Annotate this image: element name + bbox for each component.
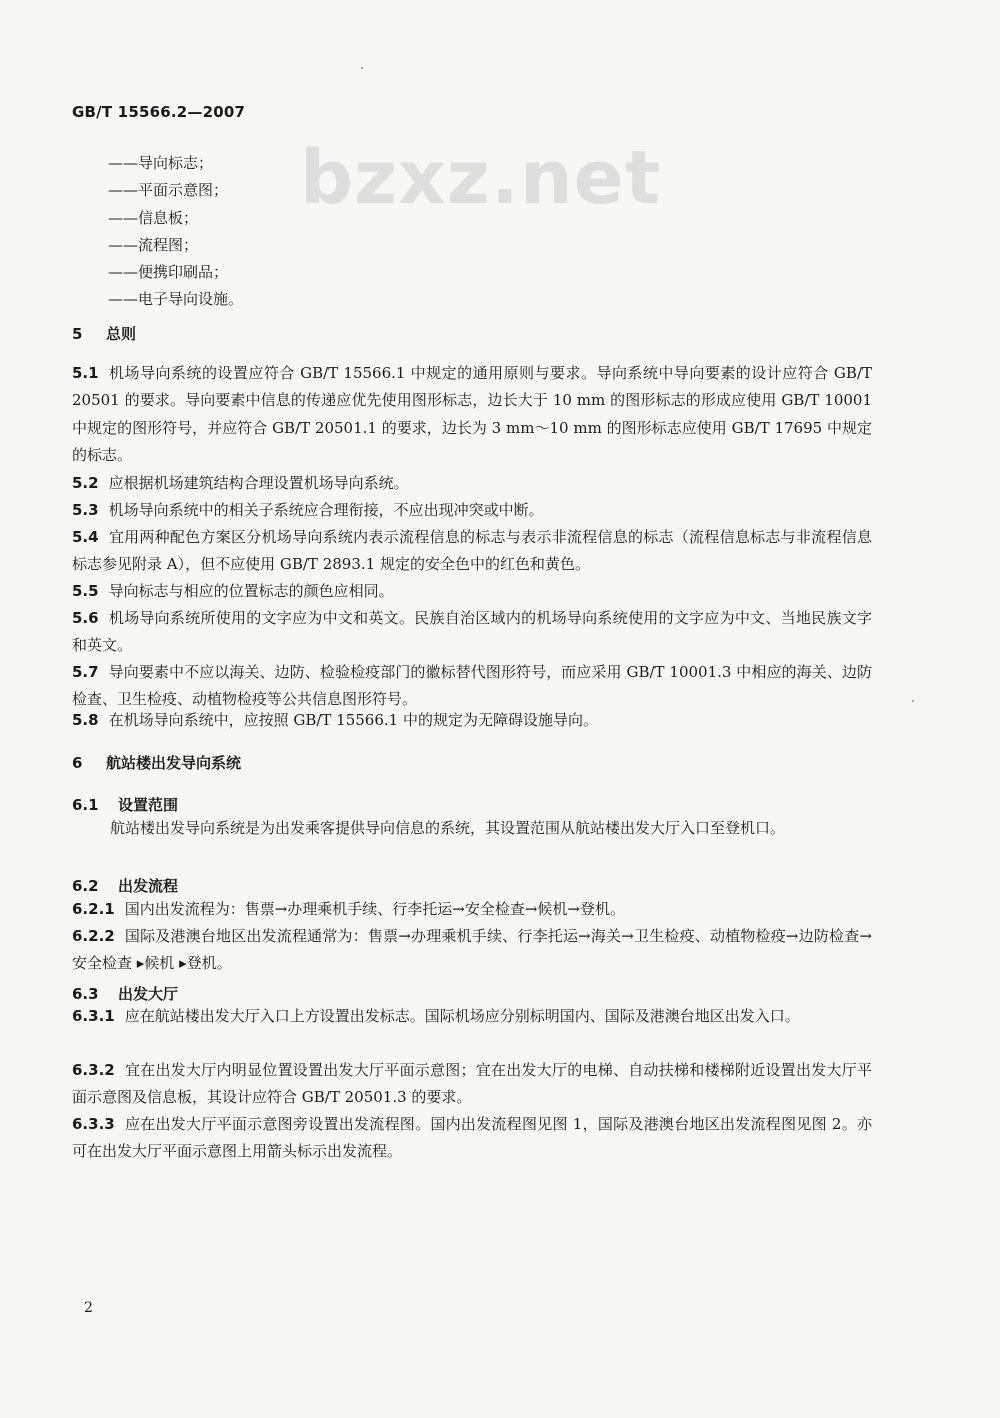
clause-number: 5.2: [72, 474, 99, 492]
scan-speck: [912, 700, 914, 702]
guidance-elements-list: [108, 150, 243, 314]
clause-text: 机场导向系统的设置应符合 GB/T 15566.1 中规定的通用原则与要求。导向系统中导向要素的设计应符合 GB/T 20501 的要求。导向要素中信息的传递应优先使用图形标志，边长大于 10 mm 的图形标志的形成应使用 GB/T 10001 中规定的图形符号，并应符合 GB/T 20501.1 的要求，边长为 3 mm～10 mm 的图形标志应使用 GB/T 17695 中规定的标志。: [72, 364, 872, 464]
clause-6-3-3: [72, 1111, 872, 1166]
section-5-heading: [72, 323, 136, 344]
list-item: ——导向标志；: [108, 154, 214, 172]
section-number: 5: [72, 325, 83, 343]
watermark: bzxz.net: [300, 135, 662, 221]
clause-number: 5.5: [72, 582, 99, 600]
clause-number: 5.8: [72, 711, 99, 729]
list-item: ——电子导向设施。: [108, 290, 244, 309]
clause-5-5: [72, 578, 872, 605]
scan-speck: [361, 67, 363, 69]
list-item: ——便携印刷品；: [108, 263, 229, 282]
clause-text: 应根据机场建筑结构合理设置机场导向系统。: [108, 474, 409, 492]
clause-6-2-2: [72, 923, 872, 978]
subsection-number: 6.3: [72, 985, 99, 1003]
clause-text: 机场导向系统所使用的文字应为中文和英文。民族自治区域内的机场导向系统使用的文字应为中文、当地民族文字和英文。: [72, 609, 872, 655]
subsection-title: 设置范围: [118, 796, 179, 814]
list-item: ——流程图；: [108, 235, 199, 254]
clause-text: 导向标志与相应的位置标志的颜色应相同。: [108, 582, 394, 600]
page-number: 2: [84, 1300, 93, 1316]
clause-text: 国内出发流程为：售票→办理乘机手续、行李托运→安全检查→候机→登机。: [124, 900, 625, 918]
subsection-6-3-heading: [72, 983, 178, 1004]
clause-text: 国际及港澳台地区出发流程通常为：售票→办理乘机手续、行李托运→海关→卫生检疫、动植物检疫→边防检查→安全检查 ▸候机 ▸登机。: [72, 927, 872, 973]
clause-6-3-1: [72, 1003, 872, 1030]
clause-text: 应在航站楼出发大厅入口上方设置出发标志。国际机场应分别标明国内、国际及港澳台地区出发入口。: [124, 1007, 800, 1025]
clause-5-1: [72, 360, 872, 469]
clause-number: 6.3.1: [72, 1007, 115, 1025]
subsection-number: 6.1: [72, 796, 99, 814]
clause-5-4: [72, 524, 872, 579]
subsection-number: 6.2: [72, 877, 99, 895]
list-item: ——平面示意图；: [108, 181, 229, 200]
subsection-6-2-heading: [72, 875, 178, 896]
clause-text: 导向要素中不应以海关、边防、检验检疫部门的徽标替代图形符号，而应采用 GB/T 10001.3 中相应的海关、边防检查、卫生检疫、动植物检疫等公共信息图形符号。: [72, 663, 872, 709]
clause-5-2: [72, 470, 872, 497]
clause-number: 6.2.2: [72, 927, 115, 945]
section-6-heading: [72, 752, 241, 773]
section-title: 总则: [106, 325, 137, 343]
clause-text: 在机场导向系统中，应按照 GB/T 15566.1 中的规定为无障碍设施导向。: [108, 711, 598, 729]
clause-number: 5.1: [72, 364, 99, 382]
clause-5-6: [72, 605, 872, 660]
clause-number: 5.3: [72, 501, 99, 519]
clause-number: 6.2.1: [72, 900, 115, 918]
clause-5-3: [72, 497, 872, 524]
clause-number: 6.3.2: [72, 1061, 115, 1079]
clause-text: 宜用两种配色方案区分机场导向系统内表示流程信息的标志与表示非流程信息的标志（流程信息标志与非流程信息标志参见附录 A），但不应使用 GB/T 2893.1 规定的安全色中的红色和黄色。: [72, 528, 872, 574]
clause-6-1-text: 航站楼出发导向系统是为出发乘客提供导向信息的系统，其设置范围从航站楼出发大厅入口至登机口。: [110, 819, 786, 837]
subsection-6-1-heading: [72, 794, 178, 815]
clause-number: 5.6: [72, 609, 99, 627]
clause-text: 宜在出发大厅内明显位置设置出发大厅平面示意图；宜在出发大厅的电梯、自动扶梯和楼梯附近设置出发大厅平面示意图及信息板，其设计应符合 GB/T 20501.3 的要求。: [72, 1061, 872, 1107]
standard-code-header: GB/T 15566.2—2007: [72, 103, 246, 121]
section-title: 航站楼出发导向系统: [106, 754, 242, 772]
clause-5-8: [72, 707, 872, 734]
clause-number: 5.4: [72, 528, 99, 546]
clause-6-2-1: [72, 896, 872, 923]
subsection-title: 出发大厅: [118, 985, 179, 1003]
clause-6-3-2: [72, 1057, 872, 1112]
clause-5-7: [72, 659, 872, 714]
subsection-title: 出发流程: [118, 877, 179, 895]
clause-text: 应在出发大厅平面示意图旁设置出发流程图。国内出发流程图见图 1，国际及港澳台地区出发流程图见图 2。亦可在出发大厅平面示意图上用箭头标示出发流程。: [72, 1115, 872, 1161]
clause-number: 5.7: [72, 663, 99, 681]
clause-number: 6.3.3: [72, 1115, 115, 1133]
section-number: 6: [72, 754, 83, 772]
clause-text: 机场导向系统中的相关子系统应合理衔接，不应出现冲突或中断。: [108, 501, 544, 519]
list-item: ——信息板；: [108, 208, 199, 227]
